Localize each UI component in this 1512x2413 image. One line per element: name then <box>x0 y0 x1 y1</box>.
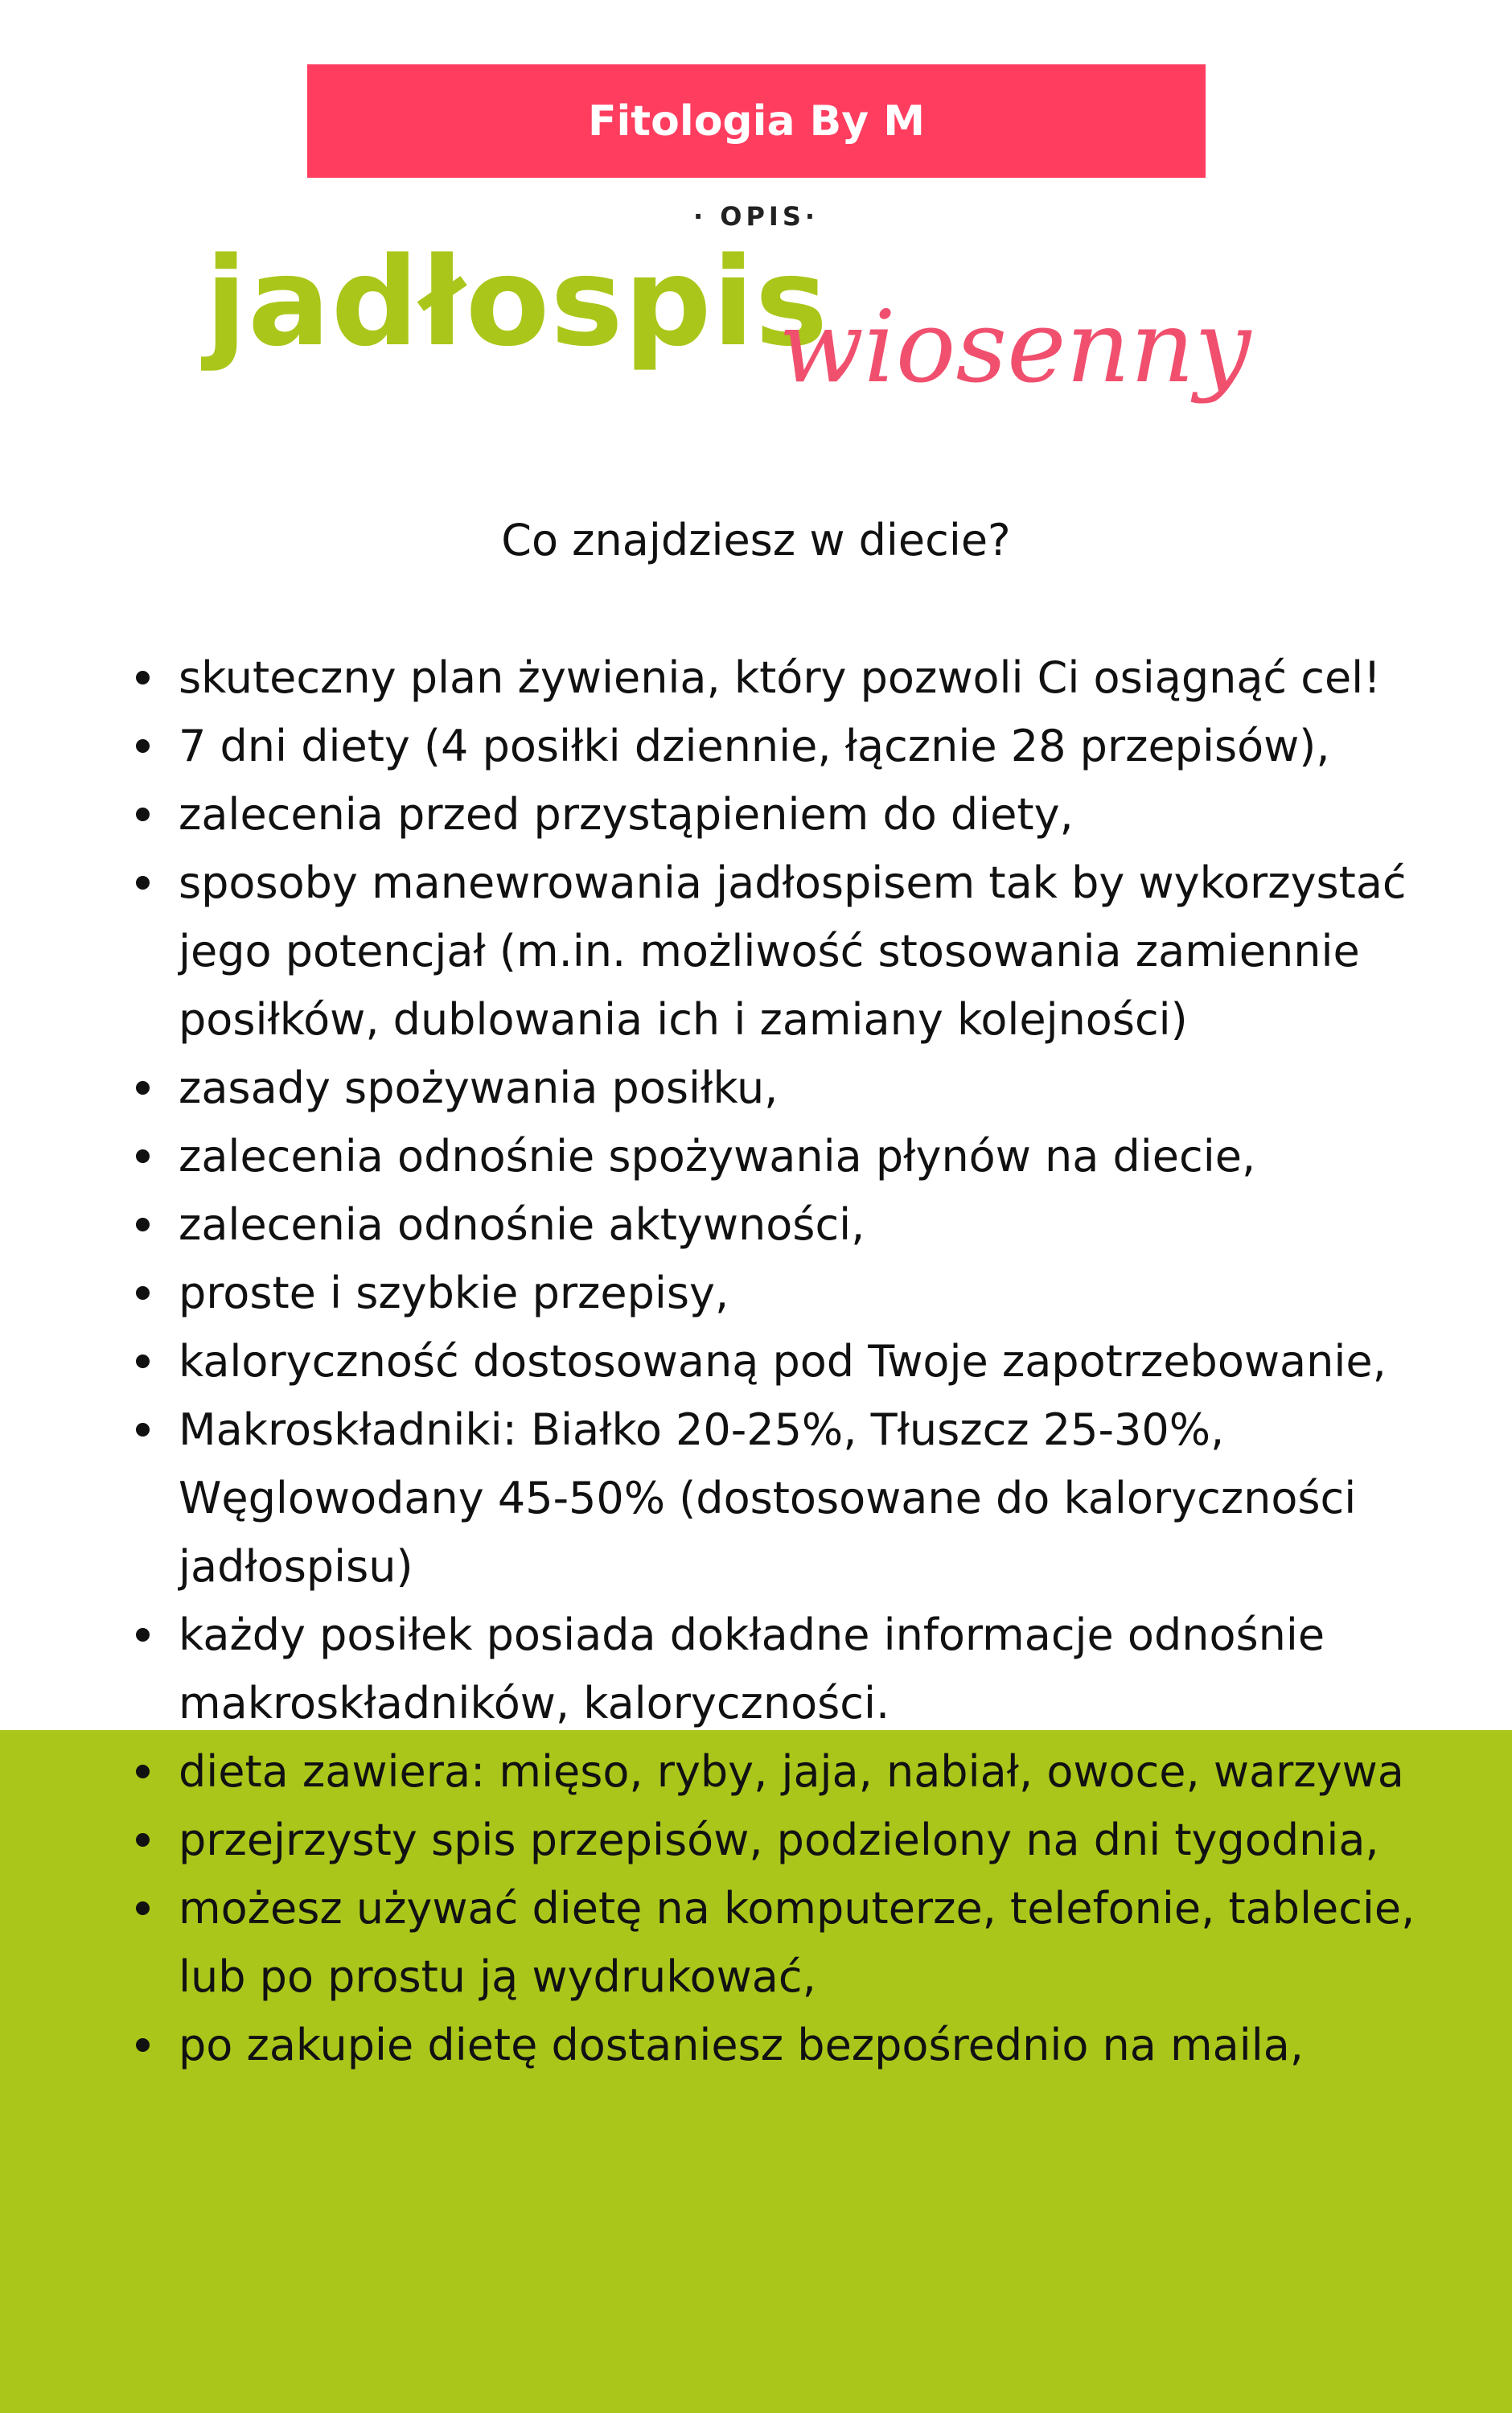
feature-text: Makroskładniki: Białko 20-25%, Tłuszcz 25-30%, Węglowodany 45-50% (dostosowane do kaloryczności jadłospisu) <box>179 1404 1357 1592</box>
feature-list-item <box>129 1737 1448 1806</box>
bullet-icon <box>136 1833 150 1847</box>
feature-text: kaloryczność dostosowaną pod Twoje zapotrzebowanie, <box>179 1336 1387 1387</box>
feature-list-item <box>129 1874 1448 2011</box>
feature-text: zasady spożywania posiłku, <box>179 1063 779 1113</box>
features-list <box>129 643 1448 2079</box>
feature-list-item <box>129 780 1448 849</box>
brand-banner <box>307 64 1206 178</box>
feature-text: możesz używać dietę na komputerze, telefonie, tablecie, lub po prostu ją wydrukować, <box>179 1883 1415 2002</box>
feature-list-item <box>129 1601 1448 1737</box>
feature-list-item <box>129 1259 1448 1327</box>
feature-text: skuteczny plan żywienia, który pozwoli Ci osiągnąć cel! <box>179 652 1381 703</box>
feature-list-item <box>129 643 1448 712</box>
feature-text: zalecenia odnośnie aktywności, <box>179 1199 865 1250</box>
bullet-icon <box>136 876 150 890</box>
feature-text: przejrzysty spis przepisów, podzielony na dni tygodnia, <box>179 1815 1379 1865</box>
bullet-icon <box>136 1081 150 1095</box>
bullet-icon <box>136 1628 150 1642</box>
feature-text: każdy posiłek posiada dokładne informacje odnośnie makroskładników, kaloryczności. <box>179 1609 1325 1729</box>
feature-text: proste i szybkie przepisy, <box>179 1268 729 1318</box>
bullet-icon <box>136 1218 150 1231</box>
feature-text: zalecenia przed przystąpieniem do diety, <box>179 789 1074 840</box>
feature-list-item <box>129 1190 1448 1259</box>
bullet-icon <box>136 1423 150 1437</box>
title-main: jadłospis <box>205 231 829 373</box>
feature-text: zalecenia odnośnie spożywania płynów na diecie, <box>179 1131 1256 1182</box>
bullet-icon <box>136 739 150 753</box>
feature-list-item <box>129 1327 1448 1396</box>
bullet-icon <box>136 1901 150 1915</box>
brand-name: Fitologia By M <box>587 97 926 146</box>
feature-text: 7 dni diety (4 posiłki dziennie, łącznie 28 przepisów), <box>179 721 1330 771</box>
feature-list-item <box>129 1054 1448 1122</box>
feature-list-item <box>129 2011 1448 2079</box>
feature-text: po zakupie dietę dostaniesz bezpośrednio na maila, <box>179 2020 1304 2070</box>
bullet-icon <box>136 2038 150 2052</box>
bullet-icon <box>136 1286 150 1300</box>
bullet-icon <box>136 808 150 821</box>
feature-list-item <box>129 1806 1448 1874</box>
title-accent: wiosenny <box>779 290 1251 405</box>
intro-question: Co znajdziesz w diecie? <box>501 515 1011 565</box>
feature-list-item <box>129 849 1448 1054</box>
bullet-icon <box>136 1765 150 1778</box>
bullet-icon <box>136 1149 150 1163</box>
feature-list-item <box>129 1122 1448 1190</box>
feature-text: sposoby manewrowania jadłospisem tak by wykorzystać jego potencjał (m.in. możliwość stosowania zamiennie posiłków, dublowania ich i zamiany kolejności) <box>179 857 1407 1045</box>
feature-text: dieta zawiera: mięso, ryby, jaja, nabiał, owoce, warzywa <box>179 1746 1404 1797</box>
bullet-icon <box>136 671 150 684</box>
feature-list-item <box>129 712 1448 780</box>
bullet-icon <box>136 1354 150 1368</box>
section-label: · OPIS· <box>692 201 820 232</box>
feature-list-item <box>129 1396 1448 1601</box>
